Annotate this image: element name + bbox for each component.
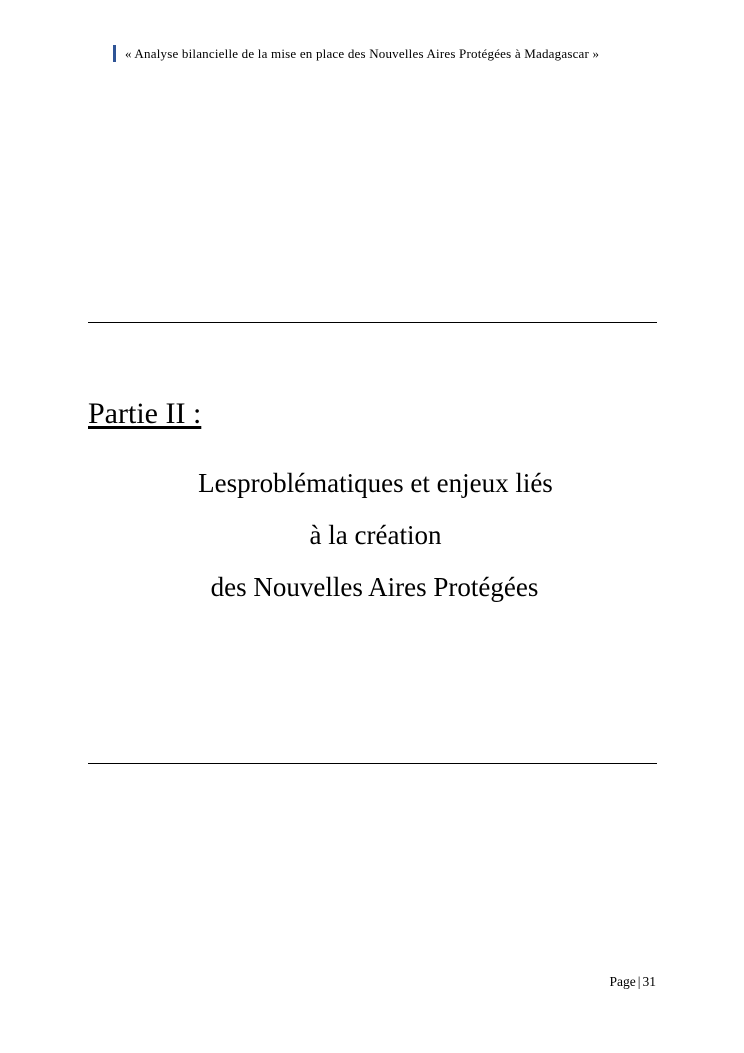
part-label: Partie II :	[88, 397, 202, 430]
part-title-line-3: des Nouvelles Aires Protégées	[210, 572, 539, 602]
footer-page-number: 31	[642, 974, 656, 989]
horizontal-rule-top	[88, 322, 657, 323]
running-header	[113, 45, 599, 62]
horizontal-rule-bottom	[88, 763, 657, 764]
footer-label: Page	[609, 974, 636, 989]
header-accent-bar	[113, 45, 116, 62]
part-title-block	[88, 396, 657, 604]
footer-separator: |	[637, 974, 641, 989]
part-title-line-2: à la création	[309, 520, 442, 550]
running-header-text: « Analyse bilancielle de la mise en place des Nouvelles Aires Protégées à Madagascar »	[125, 46, 600, 61]
page-footer	[610, 973, 656, 990]
part-title-line-1: Lesproblématiques et enjeux liés	[198, 468, 553, 498]
